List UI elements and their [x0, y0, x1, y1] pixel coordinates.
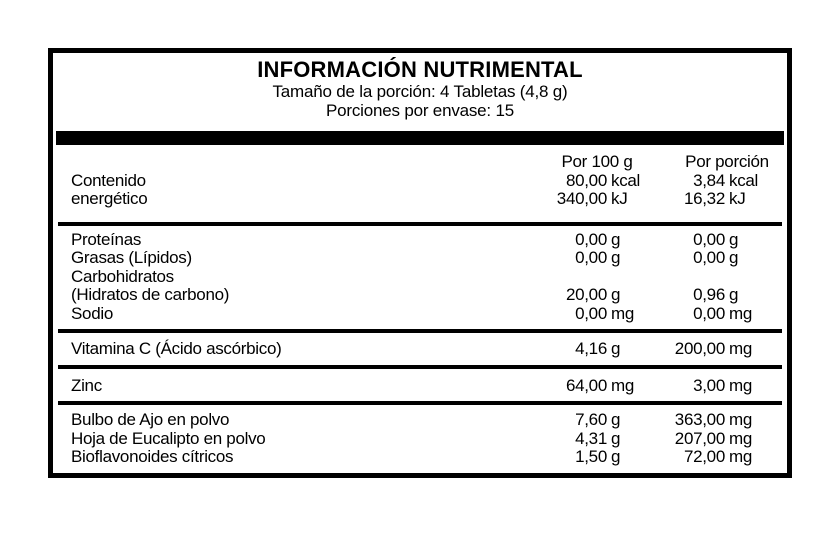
per-serving-value: 207,00 [674, 428, 725, 448]
column-header-row [53, 153, 787, 172]
nutrient-row-grasas [53, 249, 787, 268]
per-serving-value: 3,84 [693, 170, 725, 190]
per-serving-unit: kcal [729, 170, 759, 190]
per-100g-unit: kJ [611, 189, 628, 208]
section-zinc [53, 369, 787, 402]
nutrient-row-vitamina-c [53, 340, 787, 359]
per-serving-unit: g [729, 285, 739, 304]
nutrient-label: Sodio [71, 303, 113, 323]
nutrient-label: Contenido [71, 170, 146, 190]
per-100g-unit: mg [611, 303, 635, 323]
section-vitamina-c [53, 333, 787, 365]
column-header-per-100g: Por 100 g [561, 152, 633, 171]
nutrient-row-carbohidratos-line2 [53, 286, 787, 305]
per-100g-unit: g [611, 410, 621, 429]
per-100g-unit: g [611, 229, 621, 249]
per-100g-unit: g [611, 428, 621, 448]
servings-per-container-text: Porciones por envase: 15 [326, 101, 514, 120]
per-100g-value: 20,00 [565, 285, 607, 304]
serving-size-text: Tamaño de la porción: 4 Tabletas (4,8 g) [272, 82, 568, 101]
per-100g-value: 0,00 [575, 248, 607, 267]
per-100g-value [527, 268, 607, 287]
per-serving-value: 3,00 [693, 375, 725, 395]
section-macronutrients [53, 226, 787, 330]
section-herbal-ingredients [53, 405, 787, 472]
nutrient-row-ajo [53, 411, 787, 430]
column-header-spacer [53, 153, 527, 172]
per-serving-value: 0,96 [693, 285, 725, 304]
per-serving-value: 200,00 [674, 339, 725, 358]
per-100g-unit: mg [611, 375, 635, 395]
per-serving-value: 72,00 [683, 447, 725, 466]
header-divider-bar [56, 131, 784, 145]
per-100g-value: 1,50 [575, 447, 607, 466]
nutrient-label: Proteínas [71, 229, 142, 249]
per-100g-value: 64,00 [565, 375, 607, 395]
nutrient-label: (Hidratos de carbono) [71, 285, 230, 304]
per-serving-unit: mg [729, 428, 753, 448]
per-100g-unit: g [611, 339, 621, 358]
per-serving-value: 0,00 [693, 229, 725, 249]
nutrient-row-zinc [53, 377, 787, 396]
per-serving-value: 16,32 [683, 189, 725, 208]
per-serving-unit: mg [729, 375, 753, 395]
per-100g-unit [607, 268, 645, 287]
nutrition-facts-panel [48, 48, 792, 478]
per-serving-value: 0,00 [693, 303, 725, 323]
nutrient-row-energy-kcal [53, 172, 787, 191]
per-serving-value: 363,00 [674, 410, 725, 429]
section-energy [53, 145, 787, 222]
nutrient-row-energy-kj [53, 190, 787, 209]
per-100g-value: 4,31 [575, 428, 607, 448]
per-100g-value: 7,60 [575, 410, 607, 429]
nutrient-label: Carbohidratos [71, 266, 174, 286]
per-serving-value: 0,00 [693, 248, 725, 267]
nutrient-label: Zinc [71, 375, 102, 395]
per-serving-unit: g [729, 248, 739, 267]
per-100g-unit: g [611, 447, 621, 466]
per-serving-unit: kJ [729, 189, 746, 208]
per-serving-unit: mg [729, 447, 753, 466]
per-100g-value: 0,00 [575, 303, 607, 323]
per-100g-unit: g [611, 248, 621, 267]
nutrient-label: Hoja de Eucalipto en polvo [71, 428, 266, 448]
column-header-per-serving: Por porción [685, 152, 769, 171]
per-serving-unit [725, 268, 787, 287]
nutrient-row-bioflavonoides [53, 448, 787, 467]
per-serving-unit: mg [729, 410, 753, 429]
nutrient-row-sodio [53, 305, 787, 324]
per-serving-unit: mg [729, 303, 753, 323]
nutrient-row-proteinas [53, 231, 787, 250]
per-serving-unit: mg [729, 339, 753, 358]
nutrient-label: Bulbo de Ajo en polvo [71, 410, 230, 429]
nutrient-label: Bioflavonoides cítricos [71, 447, 234, 466]
per-100g-value: 340,00 [556, 189, 607, 208]
per-serving-value [645, 268, 725, 287]
nutrient-row-eucalipto [53, 430, 787, 449]
per-100g-unit: g [611, 285, 621, 304]
nutrient-label: Grasas (Lípidos) [71, 248, 192, 267]
nutrient-row-carbohidratos-line1 [53, 268, 787, 287]
per-100g-value: 4,16 [575, 339, 607, 358]
panel-title: INFORMACIÓN NUTRIMENTAL [257, 57, 583, 82]
per-serving-unit: g [729, 229, 739, 249]
panel-header [53, 53, 787, 120]
nutrient-label: Vitamina C (Ácido ascórbico) [71, 339, 282, 358]
nutrient-label: energético [71, 189, 148, 208]
per-100g-value: 80,00 [565, 170, 607, 190]
per-100g-unit: kcal [611, 170, 641, 190]
per-100g-value: 0,00 [575, 229, 607, 249]
